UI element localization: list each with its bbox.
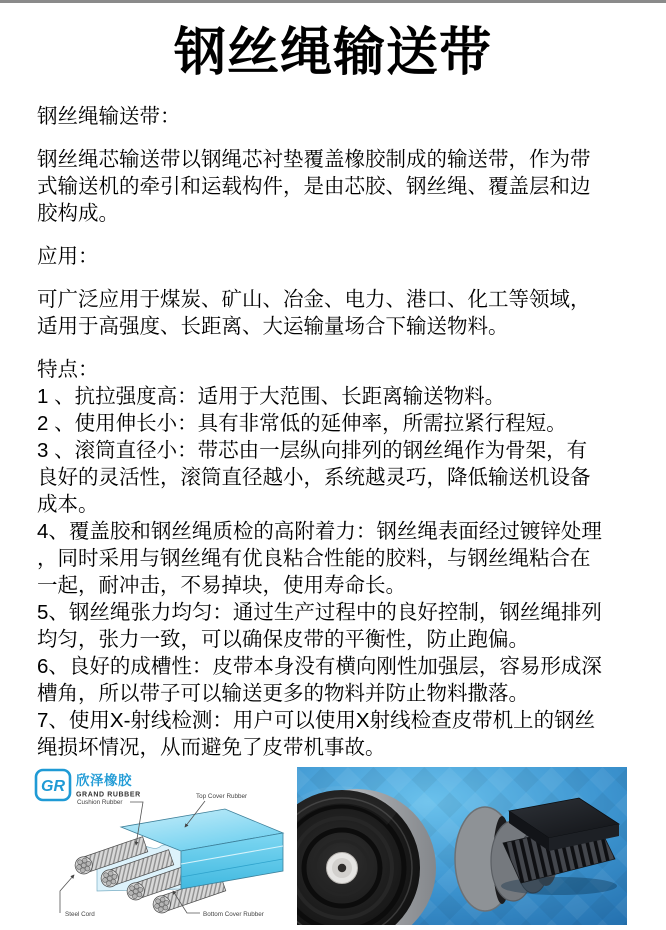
application-paragraph: 可广泛应用于煤炭、矿山、冶金、电力、港口、化工等领域，适用于高强度、长距离、大运输量场合下输送物料。 [37,288,591,338]
belt-sample [501,798,619,895]
feature-item-3: 3 、滚筒直径小：带芯由一层纵向排列的钢丝绳作为骨架，有良好的灵活性，滚筒直径越小，系统越灵巧，降低输送机设备成本。 [37,439,591,516]
label-cushion-rubber: Cushion Rubber [77,799,123,806]
feature-item-5: 5、钢丝绳张力均匀：通过生产过程中的良好控制，钢丝绳排列均匀，张力一致，可以确保皮带的平衡性，防止跑偏。 [37,601,602,651]
feature-item-6: 6、良好的成槽性：皮带本身没有横向刚性加强层，容易形成深槽角，所以带子可以输送更多的物料并防止物料撒落。 [37,655,602,705]
logo-monogram: GR [41,778,65,795]
grand-rubber-logo [36,770,141,800]
leader-line [60,875,74,913]
feature-item-1: 1 、抗拉强度高：适用于大范围、长距离输送物料。 [37,385,506,408]
intro-paragraph: 钢丝绳芯输送带以钢绳芯衬垫覆盖橡胶制成的输送带，作为带式输送机的牵引和运载构件，是由芯胶、钢丝绳、覆盖层和边胶构成。 [37,148,591,225]
application-heading: 应用： [37,245,99,268]
belt-structure-diagram [33,767,285,925]
feature-item-4: 4、覆盖胶和钢丝绳质检的高附着力：钢丝绳表面经过镀锌处理，同时采用与钢丝绳有优良粘合性能的胶料，与钢丝绳粘合在一起，耐冲击，不易掉块，使用寿命长。 [37,520,602,597]
label-steel-cord: Steel Cord [65,911,95,918]
figures-row [33,767,627,925]
roll-axle-hole [338,864,346,872]
feature-item-7: 7、使用X-射线检测：用户可以使用X射线检查皮带机上的钢丝绳损坏情况，从而避免了皮带机事故。 [37,709,596,759]
label-bottom-cover-rubber: Bottom Cover Rubber [203,911,264,918]
logo-name-en: GRAND RUBBER [76,791,141,799]
intro-heading: 钢丝绳输送带： [37,105,181,128]
label-top-cover-rubber: Top Cover Rubber [196,793,248,800]
page-title: 钢丝绳输送带 [173,24,492,82]
features-heading: 特点： [37,358,99,381]
belt-product-photo [297,767,627,925]
feature-item-2: 2 、使用伸长小：具有非常低的延伸率，所需拉紧行程短。 [37,412,567,435]
sample-shadow [501,877,617,895]
logo-name-cn: 欣泽橡胶 [76,773,132,788]
document-page [0,17,666,918]
article-body [37,103,605,761]
